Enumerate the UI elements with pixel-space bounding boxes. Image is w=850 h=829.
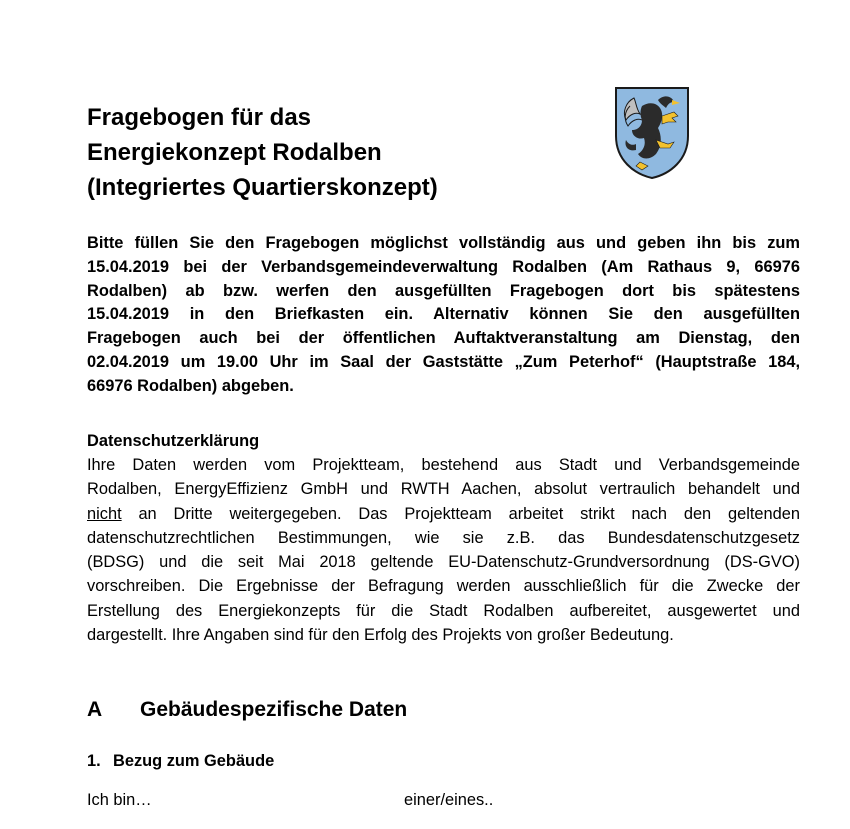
title-line: (Integriertes Quartierskonzept) xyxy=(87,174,438,201)
datenschutz-line xyxy=(87,502,800,526)
datenschutz-line: datenschutzrechtlichen Bestimmungen, wie sie z.B. das Bundesdatenschutzgesetz xyxy=(87,528,800,547)
datenschutz-paragraph xyxy=(87,453,800,647)
datenschutz-line: Erstellung des Energiekonzepts für die Stadt Rodalben aufbereitet, ausgewertet und xyxy=(87,601,800,620)
question-1-heading xyxy=(87,750,274,772)
datenschutz-line-rest: an Dritte weitergegeben. Das Projektteam arbeitet strikt nach den geltenden xyxy=(121,504,800,523)
intro-line: Bitte füllen Sie den Fragebogen möglichst vollständig aus und geben ihn bis zum xyxy=(87,234,800,252)
rodalben-coat-of-arms-icon xyxy=(612,84,692,180)
intro-line: 66976 Rodalben) abgeben. xyxy=(87,376,294,395)
document-title xyxy=(87,100,557,205)
title-line: Energiekonzept Rodalben xyxy=(87,139,382,166)
ich-bin-label: Ich bin… xyxy=(87,791,152,809)
intro-line: Fragebogen auch bei der öffentlichen Auftaktveranstaltung am Dienstag, den xyxy=(87,329,800,348)
datenschutz-line: (BDSG) und die seit Mai 2018 geltende EU-Datenschutz-Grundversordnung (DS-GVO) xyxy=(87,553,800,572)
section-letter: A xyxy=(87,698,103,721)
intro-line: 15.04.2019 bei der Verbandsgemeindeverwaltung Rodalben (Am Rathaus 9, 66976 xyxy=(87,257,800,276)
question-number: 1. xyxy=(87,752,101,770)
title-line: Fragebogen für das xyxy=(87,104,312,131)
intro-line: Rodalben) ab bzw. werfen den ausgefüllten Fragebogen dort bis spätestens xyxy=(87,281,800,300)
datenschutz-line: Ihre Daten werden vom Projektteam, bestehend aus Stadt und Verbandsgemeinde xyxy=(87,456,800,474)
einer-eines-label: einer/eines.. xyxy=(404,791,494,809)
intro-line: 02.04.2019 um 19.00 Uhr im Saal der Gaststätte „Zum Peterhof“ (Hauptstraße 184, xyxy=(87,352,800,371)
intro-line: 15.04.2019 in den Briefkasten ein. Alternativ können Sie den ausgefüllten xyxy=(87,305,800,324)
datenschutz-line: vorschreiben. Die Ergebnisse der Befragung werden ausschließlich für die Zwecke der xyxy=(87,577,800,596)
underlined-word: nicht xyxy=(87,504,122,523)
question-title: Bezug zum Gebäude xyxy=(113,752,275,770)
datenschutz-line: dargestellt. Ihre Angaben sind für den Erfolg des Projekts von großer Bedeutung. xyxy=(87,626,674,645)
datenschutz-line: Rodalben, EnergyEffizienz GmbH und RWTH Aachen, absolut vertraulich behandelt und xyxy=(87,480,800,499)
section-title: Gebäudespezifische Daten xyxy=(140,698,408,721)
section-a-heading xyxy=(87,696,407,724)
intro-paragraph xyxy=(87,232,800,399)
datenschutz-heading: Datenschutzerklärung xyxy=(87,432,260,450)
